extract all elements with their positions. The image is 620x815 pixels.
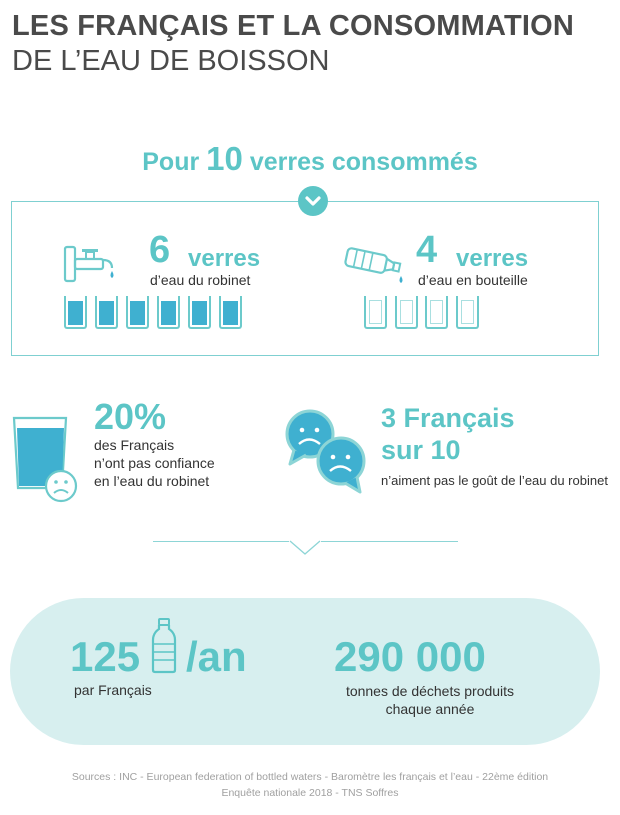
chevron-badge [298,186,328,216]
full-glass [64,296,87,329]
bottles-number: 125 [70,633,141,680]
empty-glass [395,296,418,329]
trust-line-3: en l’eau du robinet [94,473,210,489]
bottles-unit: /an [186,633,247,680]
sad-glass-icon [12,416,78,504]
full-glass [126,296,149,329]
taste-line-2: sur 10 [381,435,461,465]
taste-line-1: 3 Français [381,403,515,433]
empty-glass [456,296,479,329]
headline-prefix: Pour [142,148,200,176]
trust-line-2: n’ont pas confiance [94,455,215,471]
full-glass [188,296,211,329]
tap-number: 6 [149,229,171,271]
headline [0,140,620,178]
divider-notch-icon [289,540,321,556]
bottle-number: 4 [416,229,438,271]
sources [0,769,620,801]
tap-icon [62,243,122,285]
waste-number: 290 000 [334,633,486,680]
tap-unit: verres [188,245,261,272]
empty-glass [364,296,387,329]
title-line-1: LES FRANÇAIS ET LA CONSOMMATION [12,10,575,42]
full-glass [95,296,118,329]
tap-caption: d’eau du robinet [150,272,251,288]
sad-speech-bubbles-icon [280,406,372,498]
bottle-pouring-icon [343,246,407,288]
headline-number: 10 [206,140,243,177]
chevron-down-icon [298,186,328,216]
taste-caption: n’aiment pas le goût de l’eau du robinet [381,473,608,488]
trust-value: 20% [94,396,167,437]
bottle-caption: d’eau en bouteille [418,272,528,288]
title-line-2: DE L’EAU DE BOISSON [12,45,330,77]
full-glass [219,296,242,329]
trust-line-1: des Français [94,437,175,453]
bottle-unit: verres [456,245,529,272]
sources-line-1: Sources : INC - European federation of bottled waters - Baromètre les français et l’eau - 22ème édition [71,771,549,783]
waste-line-2: chaque année [385,701,475,717]
empty-glass [425,296,448,329]
headline-suffix: verres consommés [249,148,478,176]
full-glass [157,296,180,329]
sources-line-2: Enquête nationale 2018 - TNS Soffres [221,787,399,799]
waste-line-1: tonnes de déchets produits [345,683,515,699]
bottles-caption: par Français [74,682,152,698]
water-bottle-icon [150,618,178,674]
